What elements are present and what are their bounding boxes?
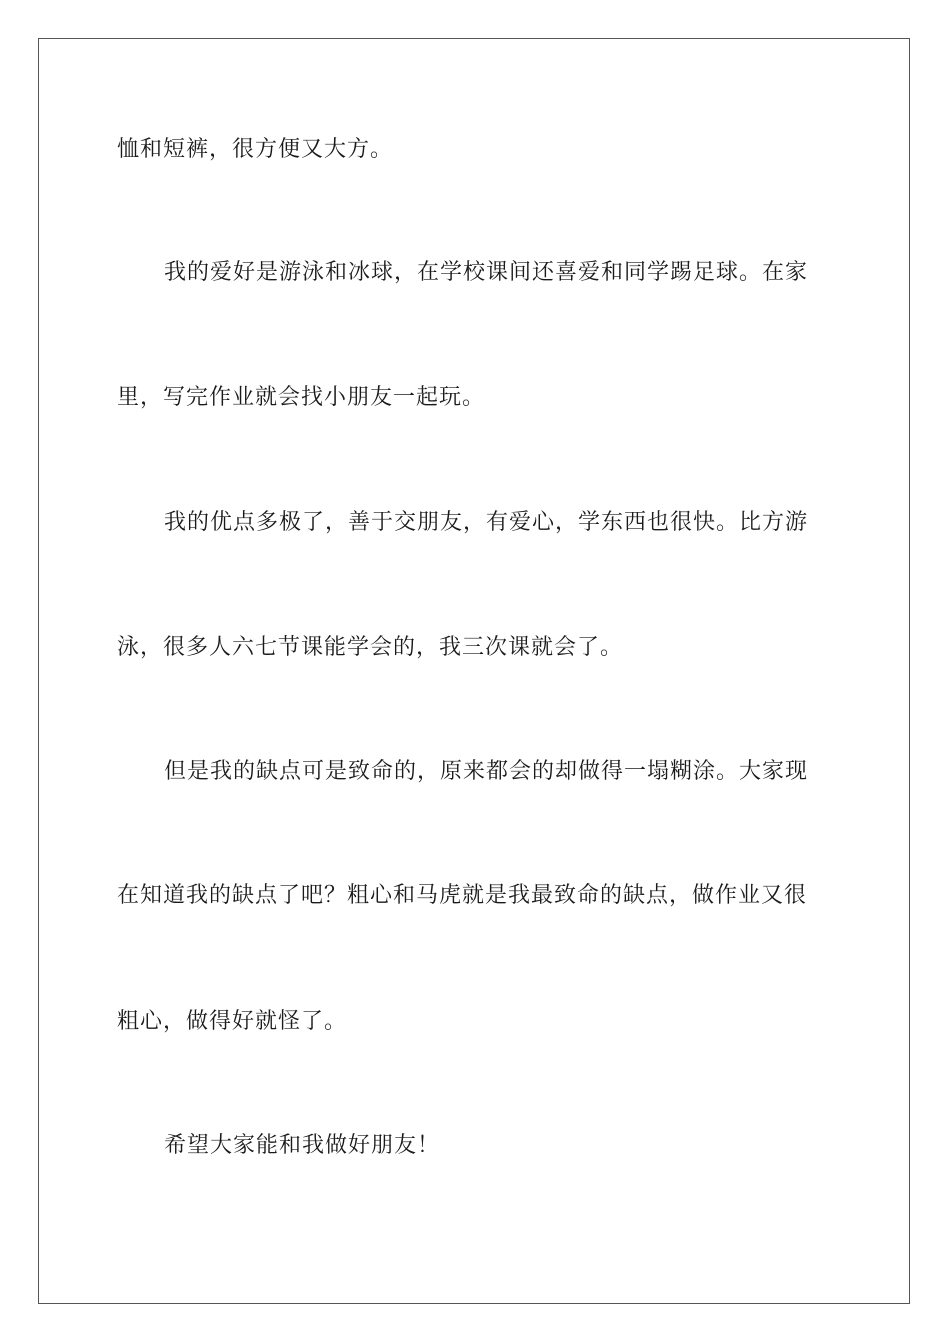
page-frame [38, 38, 910, 1304]
text-line-5: 泳，很多人六七节课能学会的，我三次课就会了。 [117, 635, 624, 660]
text-line-7: 在知道我的缺点了吧？粗心和马虎就是我最致命的缺点，做作业又很 [117, 883, 808, 908]
text-line-8: 粗心，做得好就怪了。 [117, 1009, 348, 1034]
text-line-6: 但是我的缺点可是致命的，原来都会的却做得一塌糊涂。大家现 [164, 759, 809, 784]
text-line-2: 我的爱好是游泳和冰球，在学校课间还喜爱和同学踢足球。在家 [164, 260, 809, 285]
text-line-1: 恤和短裤，很方便又大方。 [117, 137, 394, 162]
text-line-3: 里，写完作业就会找小朋友一起玩。 [117, 385, 486, 410]
text-line-9: 希望大家能和我做好朋友！ [164, 1133, 441, 1158]
text-line-4: 我的优点多极了，善于交朋友，有爱心，学东西也很快。比方游 [164, 510, 809, 535]
